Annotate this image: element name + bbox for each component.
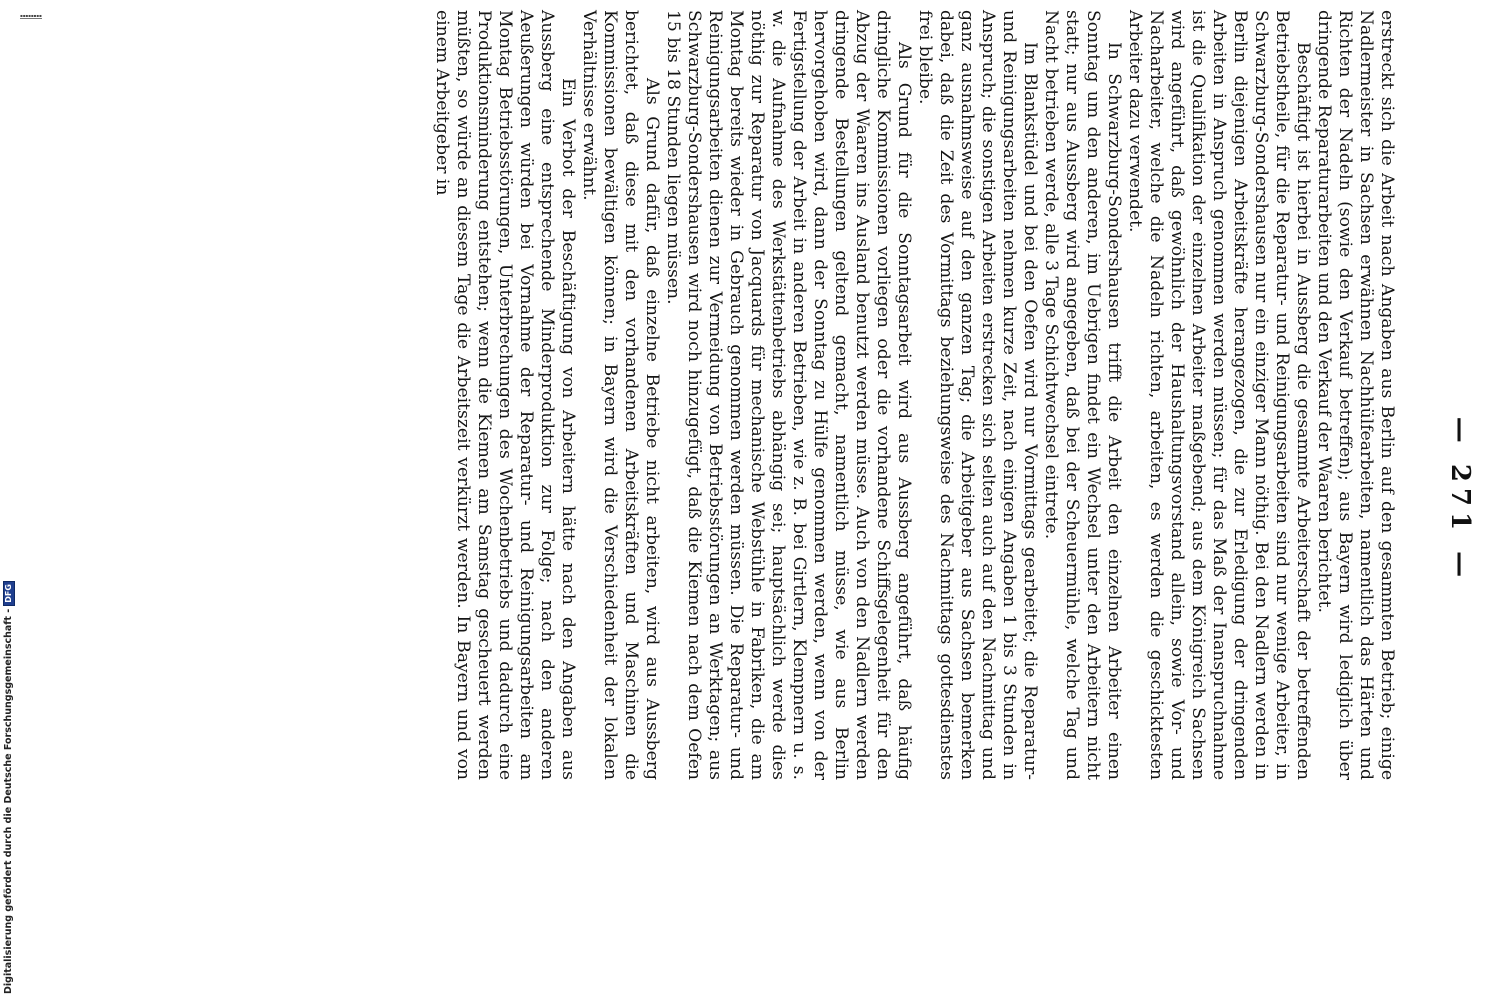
page-number: — 271 — <box>1445 416 1475 584</box>
paragraph-3: In Schwarzburg-Sondershausen trifft die Arbeit den einzelnen Arbeiter einen Sonntag um den anderen, im Uebrigen findet ein Wechsel unter den Arbeitern nicht statt; nur aus Aussberg wird angegeben, daß bei der Scheuermühle, welche Tag und Nacht betrieben werde, alle 3 Tage Schichtwechsel eintrete. <box>1041 10 1124 780</box>
paragraph-2: Beschäftigt ist hierbei in Aussberg die gesammte Arbeiterschaft der betreffenden Betriebstheile, für die Reparatur- und Reinigungsarbeiten sind nur wenige Arbeiter, in Schwarzburg-Sondershausen nur ein einziger Mann nöthig. Bei den Nadlern werden in Berlin diejenigen Arbeitskräfte herangezogen, die zur Erledigung der dringenden Arbeiten in Anspruch genommen werden müssen; für das Maß der Inanspruchnahme ist die Qualifikation der einzelnen Arbeiter maßgebend; aus dem Königreich Sachsen wird angeführt, daß gewöhnlich der Haushaltungsvorstand allein, sowie Vor- und Nacharbeiter, welche die Nadeln richten, arbeiten, es werden die geschicktesten Arbeiter dazu verwendet. <box>1125 10 1313 780</box>
rotated-page <box>395 0 1485 1000</box>
footer-credit-text: Digitalisierung gefördert durch die Deutsche Forschungsgemeinschaft - <box>3 608 14 994</box>
paragraph-6: Als Grund dafür, daß einzelne Betriebe nicht arbeiten, wird aus Aussberg berichtet, daß diese mit den vorhandenen Arbeitskräften und Maschinen die Kommissionen bewältigen können; in Bayern wird die Verschiedenheit der lokalen Verhältnisse erwähnt. <box>579 10 662 780</box>
corner-mark: ▪▪▪▪▪▪▪▪ <box>20 13 42 18</box>
footer-credit <box>0 0 20 1000</box>
paragraph-5: Als Grund für die Sonntagsarbeit wird aus Aussberg angeführt, daß häufig dringliche Kommissionen vorliegen oder die vorhandene Schiffsgelegenheit für den Abzug der Waaren ins Ausland benutzt werden müsse. Auch von den Nadlern werden dringende Bestellungen geltend gemacht, namentlich müsse, wie aus Berlin hervorgehoben wird, dann der Sonntag zu Hülfe genommen werden, wenn von der Fertigstellung der Arbeit in anderen Betrieben, wie z. B. bei Girtlern, Klempnern u. s. w. die Aufnahme des Werkstättenbetriebs abhängig sei; hauptsächlich werde dies nöthig zur Reparatur von Jacquards für mechanische Webstühle in Fabriken, die am Montag bereits wieder in Gebrauch genommen werden müssen. Die Reparatur- und Reinigungsarbeiten dienen zur Vermeidung von Betriebsstörungen an Werktagen; aus Schwarzburg-Sondershausen wird noch hinzugefügt, daß die Kiemen nach dem Oefen 15 bis 18 Stunden liegen müssen. <box>663 10 914 780</box>
paragraph-1: erstreckt sich die Arbeit nach Angaben aus Berlin auf den gesammten Betrieb; einige Nadlermeister in Sachsen erwähnen Nachhülfearbeiten, namentlich das Härten und Richten der Nadeln (sowie den Verkauf betreffen); aus Bayern wird lediglich über dringende Reparaturarbeiten und den Verkauf der Waaren berichtet. <box>1314 10 1397 780</box>
paragraph-4: Im Blankstüdel und bei den Oefen wird nur Vormittags gearbeitet; die Reparatur- und Reinigungsarbeiten nehmen kurze Zeit, nach einigen Angaben 1 bis 3 Stunden in Anspruch; die sonstigen Arbeiten erstrecken sich selten auch auf den Nachmittag und ganz ausnahmsweise auf den ganzen Tag; die Arbeitgeber aus Sachsen bemerken dabei, daß die Zeit des Vormittags beziehungsweise des Nachmittags gottesdienstes frei bleibe. <box>915 10 1040 780</box>
dfg-logo-icon: DFG <box>3 581 15 606</box>
paragraph-7: Ein Verbot der Beschäftigung von Arbeitern hätte nach den Angaben aus Aussberg eine entsprechende Minderproduktion zur Folge; nach den anderen Aeußerungen würden bei Vornahme der Reparatur- und Reinigungsarbeiten am Montag Betriebsstörungen, Unterbrechungen des Wochenbetriebs und dadurch eine Produktionsminderung entstehen; wenn die Kiemen am Samstag gescheuert werden müßten, so würde an diesem Tage die Arbeitszeit verkürzt werden. In Bayern und von einem Arbeitgeber in <box>432 10 578 780</box>
body-text <box>431 10 1397 780</box>
